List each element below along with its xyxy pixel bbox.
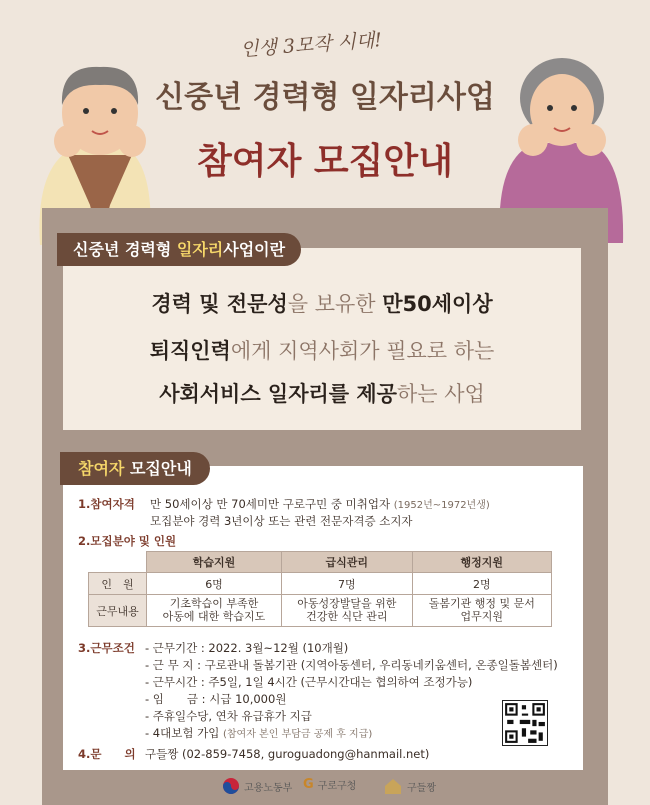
intro-line-3: 사회서비스 일자리를 제공하는 사업 <box>159 382 485 406</box>
tagline: 인생 3모작 시대! <box>239 29 383 61</box>
table-row-header: 근무내용 <box>89 595 147 627</box>
guro-mark-icon: G <box>303 777 314 792</box>
condition-line: - 주휴일수당, 연차 유급휴가 지급 <box>145 709 312 723</box>
recruit-section-label: 참여자 모집안내 <box>60 452 210 485</box>
page-subtitle: 참여자 모집안내 <box>197 141 453 182</box>
table-row <box>89 595 552 627</box>
condition-line: - 근무시간 : 주5일, 1일 4시간 (근무시간대는 협의하여 조정가능) <box>145 675 473 689</box>
table-header-row <box>89 552 552 573</box>
gudeuljjang-logo-text: 구들짱 <box>407 782 436 794</box>
ministry-logo <box>222 777 292 795</box>
table-cell: 돌봄기관 행정 및 문서 업무지원 <box>412 595 551 627</box>
intro-section-label: 신중년 경력형 일자리사업이란 <box>57 233 301 266</box>
table-header-cell: 학습지원 <box>147 552 282 573</box>
qualification-line-2: 모집분야 경력 3년이상 또는 관련 전문자격증 소지자 <box>150 514 413 528</box>
intro-line-2: 퇴직인력에게 지역사회가 필요로 하는 <box>149 339 495 363</box>
contact-info: 구들짱 (02-859-7458, guroguadong@hanmail.net) <box>145 747 430 761</box>
contact-heading: 4.문 의 <box>78 747 136 761</box>
qualification-line-1: 만 50세이상 만 70세미만 구로구민 중 미취업자 (1952년~1972년생) <box>150 497 490 511</box>
qualification-heading: 1.참여자격 <box>78 497 135 511</box>
conditions-heading: 3.근무조건 <box>78 641 135 655</box>
footer-logos <box>0 771 650 805</box>
table-cell: 아동성장발달을 위한 건강한 식단 관리 <box>282 595 413 627</box>
condition-line: - 임 금 : 시급 10,000원 <box>145 692 287 706</box>
table-cell: 7명 <box>282 573 413 595</box>
guro-logo-text: 구로구청 <box>317 781 357 792</box>
recruitment-table <box>88 551 552 627</box>
table-header-cell: 급식관리 <box>282 552 413 573</box>
page-title: 신중년 경력형 일자리사업 <box>155 80 495 115</box>
table-cell: 기초학습이 부족한 아동에 대한 학습지도 <box>147 595 282 627</box>
table-header-cell: 행정지원 <box>412 552 551 573</box>
condition-line: - 근무기간 : 2022. 3월~12월 (10개월) <box>145 641 349 655</box>
qr-code[interactable] <box>502 700 548 746</box>
table-corner <box>89 552 147 573</box>
house-icon <box>383 777 403 795</box>
ministry-logo-text: 고용노동부 <box>244 782 293 794</box>
guro-logo <box>303 777 356 792</box>
condition-line: - 근 무 지 : 구로관내 돌봄기관 (지역아동센터, 우리동네키움센터, 온종일돌봄센터) <box>145 658 558 672</box>
fields-heading: 2.모집분야 및 인원 <box>78 534 177 548</box>
taegeuk-icon <box>222 777 240 795</box>
intro-line-1: 경력 및 전문성을 보유한 만50세이상 <box>151 292 493 316</box>
table-cell: 6명 <box>147 573 282 595</box>
table-row-header: 인 원 <box>89 573 147 595</box>
condition-line: - 4대보험 가입 (참여자 본인 부담금 공제 후 지급) <box>145 726 373 740</box>
table-row <box>89 573 552 595</box>
table-cell: 2명 <box>412 573 551 595</box>
gudeuljjang-logo <box>383 777 436 795</box>
